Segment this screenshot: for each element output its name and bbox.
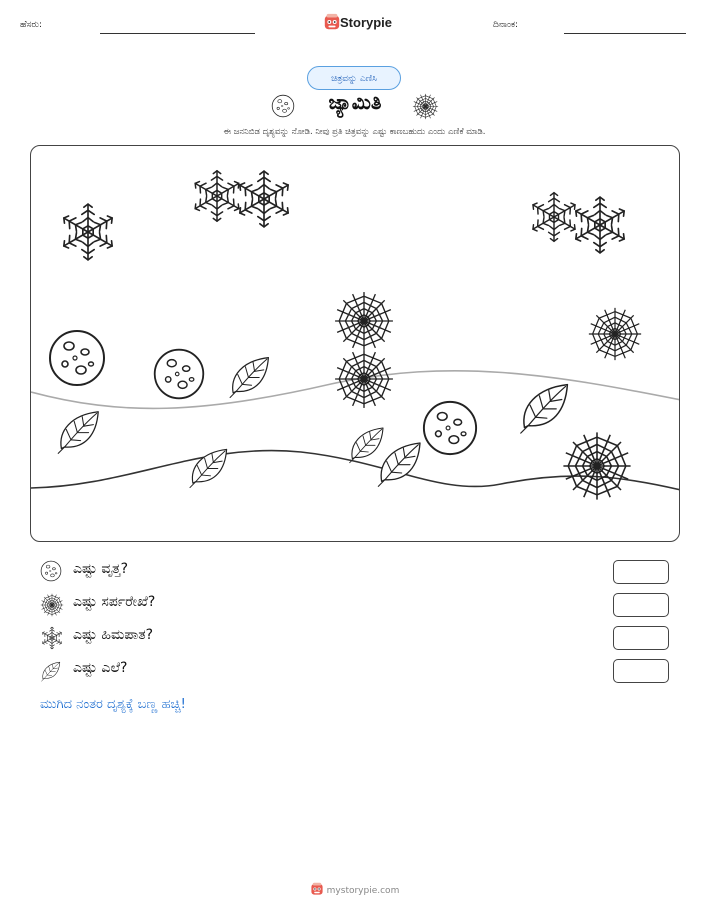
footer-site[interactable]: mystorypie.com <box>326 886 400 896</box>
leaf-icon <box>58 412 98 454</box>
question-text: ಎಷ್ಟು ಸರ್ಪರೇಖೆ? <box>73 594 156 610</box>
brand-name: Storypie <box>340 15 393 30</box>
question-text: ಎಷ್ಟು ಎಲೆ? <box>73 660 128 676</box>
leaf-icon <box>40 659 62 683</box>
count-badge: ಚಿತ್ರವನ್ನು ಎಣಿಸಿ <box>307 66 401 90</box>
moon-icon <box>40 560 62 582</box>
snowflake-icon <box>192 171 241 221</box>
name-line[interactable] <box>100 33 255 34</box>
snowflake-icon <box>237 171 292 227</box>
spiderweb-icon <box>335 350 393 408</box>
snowflake-icon <box>530 193 577 242</box>
leaf-icon <box>230 358 268 398</box>
leaf-icon <box>378 443 420 486</box>
storypie-logo-icon <box>310 882 324 896</box>
date-line[interactable] <box>564 33 686 34</box>
footer <box>0 882 709 896</box>
leaf-icon <box>521 385 568 434</box>
spiderweb-icon <box>335 292 393 350</box>
spiderweb-icon <box>563 432 630 499</box>
spiderweb-icon <box>589 308 641 360</box>
leaf-icon <box>190 449 227 487</box>
answer-box-circles[interactable] <box>613 560 669 584</box>
moon-icon <box>271 94 295 118</box>
scene-panel <box>30 145 680 542</box>
answer-box-webs[interactable] <box>613 593 669 617</box>
page-title: ಜ್ಯಾಮಿತಿ <box>328 90 382 114</box>
coloring-note: ಮುಗಿದ ನಂತರ ದೃಶ್ಯಕ್ಕೆ ಬಣ್ಣ ಹಚ್ಚಿ! <box>40 697 186 712</box>
moon-icon <box>50 331 104 385</box>
spiderweb-icon <box>40 593 64 617</box>
leaf-icon <box>350 428 383 463</box>
moon-icon <box>424 402 476 454</box>
back-hill-line <box>31 371 680 409</box>
date-label: ದಿನಾಂಕ: <box>493 20 519 30</box>
instructions: ಈ ಜನನಿಬಿಡ ದೃಶ್ಯವನ್ನು ನೋಡಿ. ನೀವು ಪ್ರತಿ ಚಿತ್ರವನ್ನು ಎಷ್ಟು ಕಾಣಬಹುದು ಎಂದು ಎಣಿಕೆ ಮಾಡಿ. <box>223 127 486 137</box>
spiderweb-icon <box>412 93 439 120</box>
scene-drawing <box>31 146 680 542</box>
snowflake-icon <box>573 197 628 253</box>
answer-box-leaves[interactable] <box>613 659 669 683</box>
answer-box-snowflakes[interactable] <box>613 626 669 650</box>
name-label: ಹೆಸರು: <box>20 20 43 30</box>
moon-icon <box>155 350 204 399</box>
question-text: ಎಷ್ಟು ವೃತ್ತ? <box>73 561 129 577</box>
snowflake-icon <box>61 204 116 260</box>
question-text: ಎಷ್ಟು ಹಿಮಪಾತ? <box>73 627 154 643</box>
snowflake-icon <box>40 626 64 650</box>
